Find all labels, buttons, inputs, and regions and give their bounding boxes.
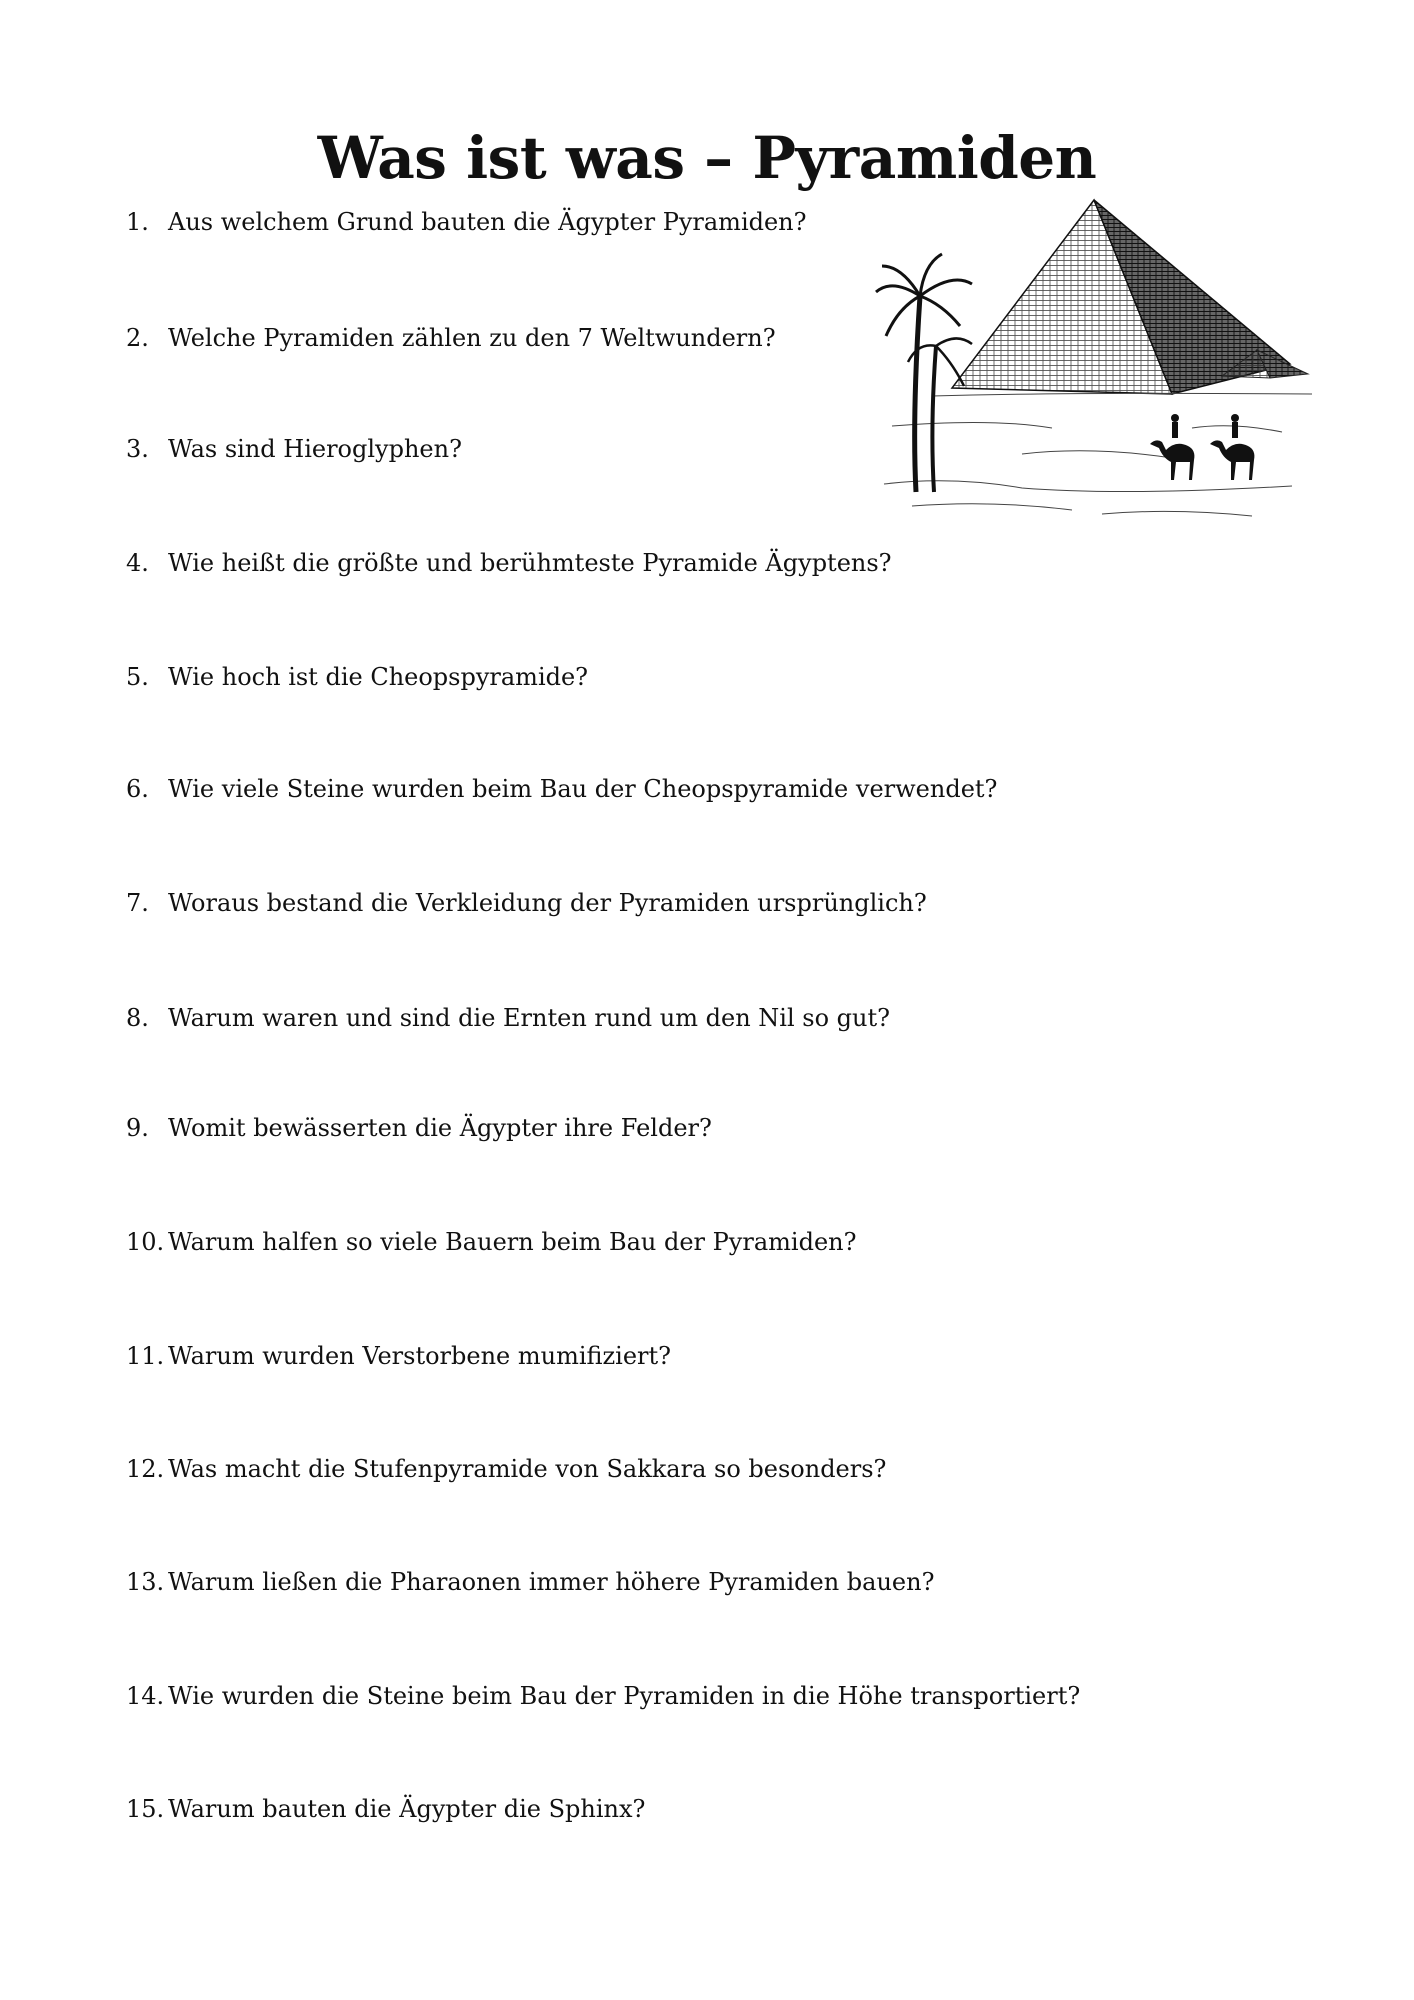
question-text: Womit bewässerten die Ägypter ihre Felder?: [168, 1114, 712, 1142]
question-number: 14.: [126, 1682, 165, 1710]
question-text: Warum halfen so viele Bauern beim Bau der Pyramiden?: [168, 1228, 857, 1256]
page-title: Was ist was – Pyramiden: [317, 123, 1097, 192]
question-number: 15.: [126, 1795, 165, 1823]
question-number: 6.: [126, 775, 149, 803]
question-text: Wie heißt die größte und berühmteste Pyramide Ägyptens?: [168, 549, 892, 577]
question-number: 3.: [126, 435, 149, 463]
question-item: [126, 1336, 671, 1376]
question-item: [126, 1676, 1080, 1716]
question-text: Was sind Hieroglyphen?: [168, 435, 462, 463]
question-text: Aus welchem Grund bauten die Ägypter Pyramiden?: [168, 208, 807, 236]
question-item: [126, 1449, 886, 1489]
question-number: 1.: [126, 208, 149, 236]
question-text: Warum bauten die Ägypter die Sphinx?: [168, 1795, 646, 1823]
question-item: [126, 998, 890, 1038]
question-text: Warum waren und sind die Ernten rund um den Nil so gut?: [168, 1004, 891, 1032]
question-text: Was macht die Stufenpyramide von Sakkara so besonders?: [168, 1455, 887, 1483]
question-number: 11.: [126, 1342, 165, 1370]
camel-rider-icon: [1150, 414, 1254, 480]
question-number: 5.: [126, 663, 149, 691]
question-item: [126, 1789, 645, 1829]
question-item: [126, 657, 588, 697]
question-item: [126, 1562, 934, 1602]
question-text: Warum ließen die Pharaonen immer höhere Pyramiden bauen?: [168, 1568, 935, 1596]
question-item: [126, 543, 892, 583]
pyramid-illustration: [872, 196, 1320, 526]
question-number: 2.: [126, 324, 149, 352]
question-item: [126, 1222, 856, 1262]
question-text: Wie viele Steine wurden beim Bau der Cheopspyramide verwendet?: [168, 775, 998, 803]
question-item: [126, 318, 776, 358]
question-number: 10.: [126, 1228, 165, 1256]
question-text: Welche Pyramiden zählen zu den 7 Weltwundern?: [168, 324, 776, 352]
question-item: [126, 883, 927, 923]
question-number: 7.: [126, 889, 149, 917]
question-number: 13.: [126, 1568, 165, 1596]
question-text: Wie hoch ist die Cheopspyramide?: [168, 663, 589, 691]
palm-tree-icon: [876, 254, 972, 492]
question-item: [126, 1108, 712, 1148]
question-number: 9.: [126, 1114, 149, 1142]
question-number: 12.: [126, 1455, 165, 1483]
question-item: [126, 769, 997, 809]
question-number: 8.: [126, 1004, 149, 1032]
question-item: [126, 429, 462, 469]
question-text: Wie wurden die Steine beim Bau der Pyramiden in die Höhe transportiert?: [168, 1682, 1081, 1710]
question-item: [126, 202, 807, 242]
question-number: 4.: [126, 549, 149, 577]
question-text: Woraus bestand die Verkleidung der Pyramiden ursprünglich?: [168, 889, 927, 917]
question-text: Warum wurden Verstorbene mumifiziert?: [168, 1342, 672, 1370]
